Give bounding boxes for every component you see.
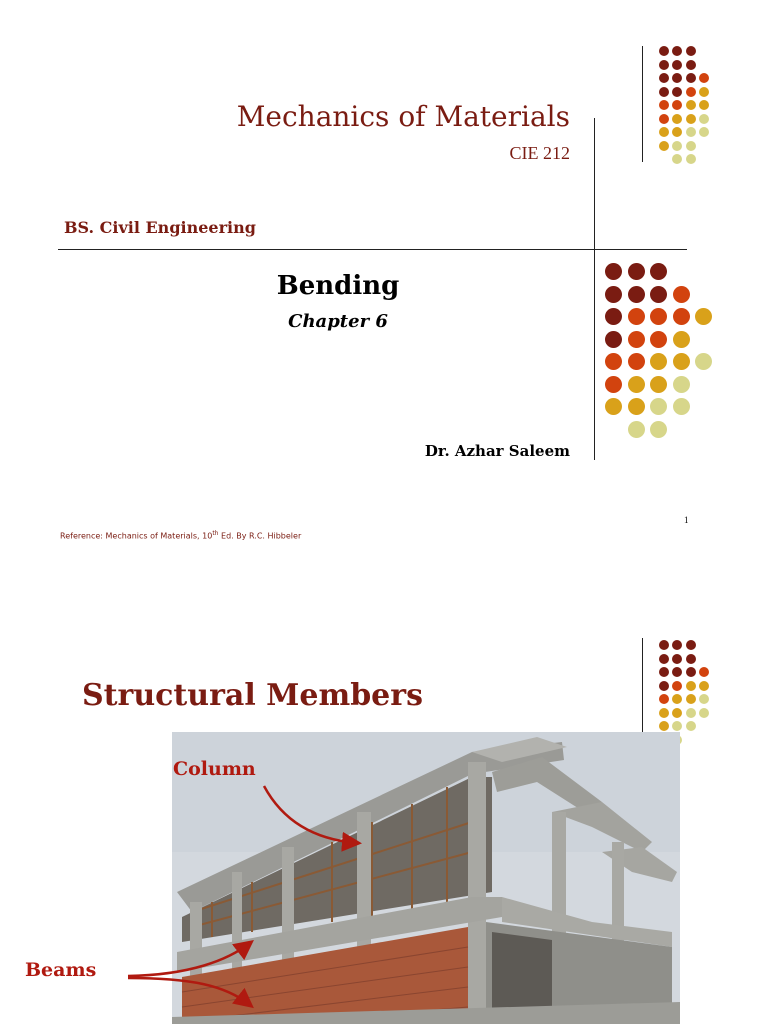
decorative-dot [628, 263, 645, 280]
reference-text-end: Ed. By R.C. Hibbeler [218, 531, 302, 541]
decorative-dot [672, 640, 682, 650]
decorative-dot [605, 353, 622, 370]
decorative-dot [673, 308, 690, 325]
decorative-dot [699, 73, 709, 83]
decorative-dot [672, 694, 682, 704]
decorative-dot [686, 721, 696, 731]
decorative-dot [650, 398, 667, 415]
decorative-dot [673, 353, 690, 370]
decorative-dot [673, 331, 690, 348]
decorative-dot [659, 46, 669, 56]
decorative-dot [672, 73, 682, 83]
beams-label: Beams [25, 959, 97, 981]
decorative-dot [673, 286, 690, 303]
decorative-dot [605, 376, 622, 393]
decorative-dot [699, 114, 709, 124]
decorative-dot [699, 667, 709, 677]
decorative-dot [659, 73, 669, 83]
decorative-dot [699, 127, 709, 137]
decorative-dot [659, 694, 669, 704]
decorative-dot [686, 60, 696, 70]
vertical-divider-top [642, 46, 643, 162]
decorative-dot [672, 87, 682, 97]
decorative-dot [686, 667, 696, 677]
decorative-dot [628, 353, 645, 370]
decorative-dot [672, 154, 682, 164]
decorative-dot [686, 640, 696, 650]
decorative-dot [659, 87, 669, 97]
decorative-dot [699, 100, 709, 110]
decorative-dot [650, 421, 667, 438]
reference-superscript: th [212, 530, 219, 537]
page-number: 1 [684, 515, 689, 525]
chapter-label: Chapter 6 [288, 311, 388, 332]
decorative-dot [650, 308, 667, 325]
course-title: Mechanics of Materials [236, 100, 570, 133]
decorative-dot [686, 708, 696, 718]
decorative-dot [605, 263, 622, 280]
decorative-dot [628, 376, 645, 393]
decorative-dot [686, 654, 696, 664]
decorative-dot [659, 721, 669, 731]
decorative-dot [659, 654, 669, 664]
structural-members-slide [0, 580, 768, 1024]
reference-note [60, 530, 301, 541]
decorative-dot [672, 60, 682, 70]
decorative-dot [686, 100, 696, 110]
decorative-dot [672, 681, 682, 691]
author-name: Dr. Azhar Saleem [424, 442, 570, 460]
decorative-dot [672, 127, 682, 137]
decorative-dot [673, 398, 690, 415]
decorative-dot [672, 721, 682, 731]
decorative-dot [686, 73, 696, 83]
decorative-dot [605, 331, 622, 348]
decorative-dot [628, 286, 645, 303]
decorative-dot [605, 286, 622, 303]
decorative-dot [672, 708, 682, 718]
decorative-dot [673, 376, 690, 393]
decorative-dot [659, 114, 669, 124]
decorative-dot [686, 127, 696, 137]
program-name: BS. Civil Engineering [64, 218, 256, 237]
decorative-dot [699, 708, 709, 718]
decorative-dot [659, 127, 669, 137]
decorative-dot [686, 141, 696, 151]
decorative-dot [659, 141, 669, 151]
decorative-dot [650, 286, 667, 303]
decorative-dot [699, 694, 709, 704]
decorative-dot [695, 353, 712, 370]
horizontal-divider [58, 249, 687, 250]
decorative-dot [686, 681, 696, 691]
decorative-dot [659, 60, 669, 70]
decorative-dot [695, 308, 712, 325]
decorative-dot [699, 87, 709, 97]
decorative-dot [650, 353, 667, 370]
decorative-dot [672, 100, 682, 110]
decorative-dot [659, 640, 669, 650]
decorative-dot [628, 331, 645, 348]
decorative-dot [650, 376, 667, 393]
decorative-dot [628, 308, 645, 325]
decorative-dot [605, 308, 622, 325]
course-code: CIE 212 [509, 143, 570, 163]
decorative-dot [605, 398, 622, 415]
topic-title: Bending [276, 271, 400, 301]
decorative-dot [659, 100, 669, 110]
decorative-dot [686, 46, 696, 56]
decorative-dot [628, 421, 645, 438]
decorative-dot [659, 708, 669, 718]
decorative-dot [672, 46, 682, 56]
decorative-dot [628, 398, 645, 415]
decorative-dot [686, 694, 696, 704]
vertical-divider-top [642, 638, 643, 732]
decorative-dot [686, 154, 696, 164]
decorative-dot [672, 114, 682, 124]
decorative-dot [672, 667, 682, 677]
reference-text: Reference: Mechanics of Materials, 10 [60, 531, 213, 541]
column-label: Column [173, 758, 256, 780]
decorative-dot [672, 141, 682, 151]
decorative-dot [659, 667, 669, 677]
decorative-dot [650, 263, 667, 280]
slide-title: Structural Members [82, 678, 423, 713]
vertical-divider-lower [594, 249, 595, 460]
decorative-dot [686, 114, 696, 124]
vertical-divider-main [594, 118, 595, 250]
decorative-dot [686, 87, 696, 97]
decorative-dot [699, 681, 709, 691]
decorative-dot [650, 331, 667, 348]
decorative-dot [672, 654, 682, 664]
decorative-dot [659, 681, 669, 691]
